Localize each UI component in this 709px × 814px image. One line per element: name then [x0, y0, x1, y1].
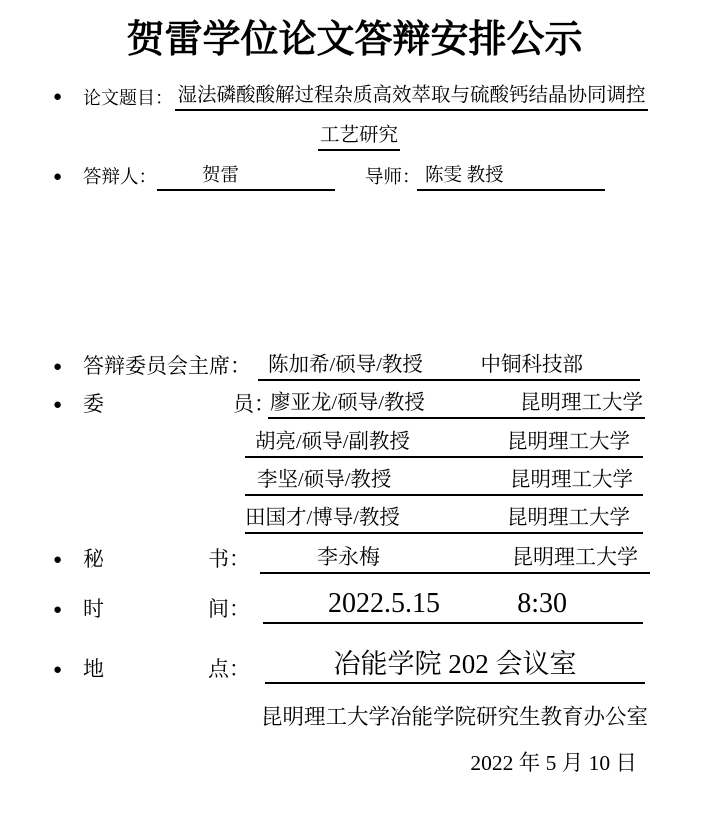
members-label-char2: 员： [233, 392, 275, 416]
bullet-icon: ● [53, 359, 63, 375]
member-name: 田国才/博导/教授 [245, 506, 400, 529]
field-row-place [0, 646, 709, 684]
chair-value-line [258, 355, 640, 382]
place-label-char2: 点： [208, 657, 250, 681]
member-affiliation: 昆明理工大学 [507, 506, 630, 529]
field-row-member [0, 499, 709, 534]
field-row-member [0, 461, 709, 496]
issuing-office: 昆明理工大学冶能学院研究生教育办公室 [260, 705, 648, 729]
field-row-chair [0, 346, 709, 381]
member-name: 廖亚龙/硕导/教授 [270, 391, 425, 414]
bullet-icon: ● [53, 169, 63, 185]
member-affiliation: 昆明理工大学 [520, 391, 643, 414]
members-label [83, 394, 275, 415]
member-affiliation: 昆明理工大学 [507, 430, 630, 453]
field-row-defender [0, 159, 709, 191]
notice-title: 贺雷学位论文答辩安排公示 [126, 19, 583, 61]
chair-name: 陈加希/硕导/教授 [268, 353, 423, 376]
place-label [83, 659, 250, 680]
field-row-member [0, 423, 709, 458]
field-row-topic-line2 [0, 119, 709, 151]
bullet-icon: ● [53, 552, 63, 568]
bullet-icon: ● [53, 397, 63, 413]
members-label-char1: 委 [83, 392, 104, 416]
bullet-icon: ● [53, 662, 63, 678]
chair-label: 答辩委员会主席： [83, 354, 251, 378]
time-clock: 8:30 [517, 588, 567, 619]
field-row-time [0, 586, 709, 624]
member-name: 胡亮/硕导/副教授 [255, 430, 410, 453]
secretary-value-line [260, 547, 650, 574]
time-label [83, 599, 250, 620]
time-label-char2: 间： [208, 597, 250, 621]
issue-date: 2022 年 5 月 10 日 [470, 751, 637, 775]
place-label-char1: 地 [83, 657, 104, 681]
secretary-affiliation: 昆明理工大学 [512, 545, 638, 569]
secretary-name: 李永梅 [317, 545, 380, 569]
member-value-line [245, 470, 643, 497]
member-name: 李坚/硕导/教授 [257, 468, 392, 491]
member-affiliation: 昆明理工大学 [510, 468, 633, 491]
defender-value: 贺雷 [157, 167, 335, 192]
member-value-line [245, 432, 643, 459]
member-value-line [245, 508, 643, 535]
advisor-value: 陈雯 教授 [417, 167, 605, 192]
topic-value-line2: 工艺研究 [318, 126, 400, 152]
bullet-icon: ● [53, 602, 63, 618]
time-label-char1: 时 [83, 597, 104, 621]
field-row-member [0, 384, 709, 419]
time-value-line [263, 590, 643, 624]
secretary-label-char2: 书： [208, 547, 250, 571]
time-date: 2022.5.15 [328, 588, 440, 619]
advisor-label: 导师： [365, 167, 421, 188]
secretary-label-char1: 秘 [83, 547, 104, 571]
topic-value-line1: 湿法磷酸酸解过程杂质高效萃取与硫酸钙结晶协同调控 [175, 86, 648, 112]
chair-affiliation: 中铜科技部 [480, 353, 583, 376]
place-value: 冶能学院 202 会议室 [265, 651, 645, 684]
bullet-icon: ● [53, 89, 63, 105]
defender-label: 答辩人： [83, 167, 158, 188]
secretary-label [83, 549, 250, 570]
member-value-line [268, 393, 645, 420]
field-row-topic [0, 79, 709, 111]
topic-label: 论文题目： [83, 88, 173, 108]
field-row-secretary [0, 539, 709, 574]
